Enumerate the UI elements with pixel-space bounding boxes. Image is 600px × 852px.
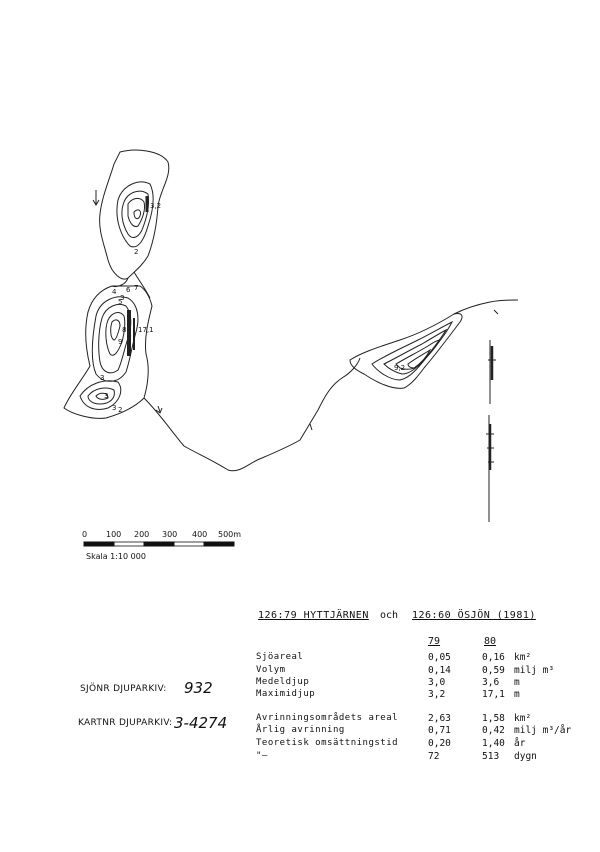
- contour-label: 8: [122, 326, 127, 334]
- row-label: Sjöareal: [256, 652, 304, 662]
- unit: km²: [514, 713, 532, 724]
- contour-label: 3: [112, 404, 117, 412]
- value-80: 1,58: [482, 713, 505, 724]
- scale-caption: Skala 1:10 000: [86, 552, 146, 561]
- kartnr-label: KARTNR DJUPARKIV:: [78, 718, 173, 728]
- depth-label-right: 9,2: [394, 364, 406, 372]
- value-79: 0,20: [428, 738, 451, 749]
- unit: m: [514, 677, 520, 688]
- row-label: Årlig avrinning: [256, 725, 345, 735]
- value-79: 2,63: [428, 713, 451, 724]
- depth-label-upper: 3,2: [150, 202, 162, 210]
- row-label: "–: [256, 751, 268, 761]
- value-79: 0,05: [428, 652, 451, 663]
- value-79: 3,0: [428, 677, 446, 688]
- value-79: 0,14: [428, 665, 451, 676]
- unit: milj m³/år: [514, 725, 572, 736]
- value-80: 1,40: [482, 738, 505, 749]
- value-80: 0,59: [482, 665, 505, 676]
- title-lake-80: 126:60 ÖSJÖN (1981): [412, 610, 536, 621]
- contour-label: 7: [134, 284, 139, 292]
- sjonr-value: 932: [184, 679, 213, 697]
- contour-label: 6: [126, 286, 131, 294]
- value-80: 513: [482, 751, 500, 762]
- contour-label: 3: [120, 294, 125, 302]
- scale-tick-100: 100: [106, 530, 122, 539]
- unit: milj m³: [514, 665, 555, 676]
- stream-inlet: [454, 300, 518, 314]
- contour-label: 2: [134, 248, 139, 256]
- value-80: 17,1: [482, 689, 505, 700]
- value-80: 3,6: [482, 677, 500, 688]
- contour-label: 3: [100, 374, 105, 382]
- unit: km²: [514, 652, 532, 663]
- row-label: Maximidjup: [256, 689, 316, 699]
- row-label: Medeldjup: [256, 677, 310, 687]
- value-80: 0,16: [482, 652, 505, 663]
- unit: m: [514, 689, 520, 700]
- row-label: Volym: [256, 665, 286, 675]
- contour-label: 9: [118, 338, 123, 346]
- contour-label: 3: [104, 392, 109, 400]
- scale-tick-200: 200: [134, 530, 150, 539]
- value-79: 72: [428, 751, 440, 762]
- kartnr-value: 3-4274: [174, 714, 228, 732]
- value-80: 0,42: [482, 725, 505, 736]
- value-79: 0,71: [428, 725, 451, 736]
- value-79: 3,2: [428, 689, 446, 700]
- lake-right-shoreline: [350, 313, 462, 388]
- scale-bar: [84, 542, 234, 546]
- scale-tick-0: 0: [82, 530, 88, 539]
- title-conjunction: och: [380, 610, 399, 621]
- column-header-80: 80: [484, 636, 497, 647]
- stream-outlet: [144, 358, 360, 471]
- row-label: Teoretisk omsättningstid: [256, 738, 399, 748]
- sjonr-label: SJÖNR DJUPARKIV:: [80, 684, 167, 694]
- depth-label-middle: 17,1: [138, 326, 154, 334]
- row-label: Avrinningsområdets areal: [256, 713, 399, 723]
- contour-label: 5: [118, 298, 123, 306]
- contour-label: 4: [112, 288, 117, 296]
- scale-tick-300: 300: [162, 530, 178, 539]
- column-header-79: 79: [428, 636, 441, 647]
- unit: år: [514, 738, 526, 749]
- contour-label: 2: [118, 406, 123, 414]
- scale-tick-400: 400: [192, 530, 208, 539]
- unit: dygn: [514, 751, 537, 762]
- title-lake-79: 126:79 HYTTJÄRNEN: [258, 610, 369, 621]
- scale-tick-500: 500m: [218, 530, 242, 539]
